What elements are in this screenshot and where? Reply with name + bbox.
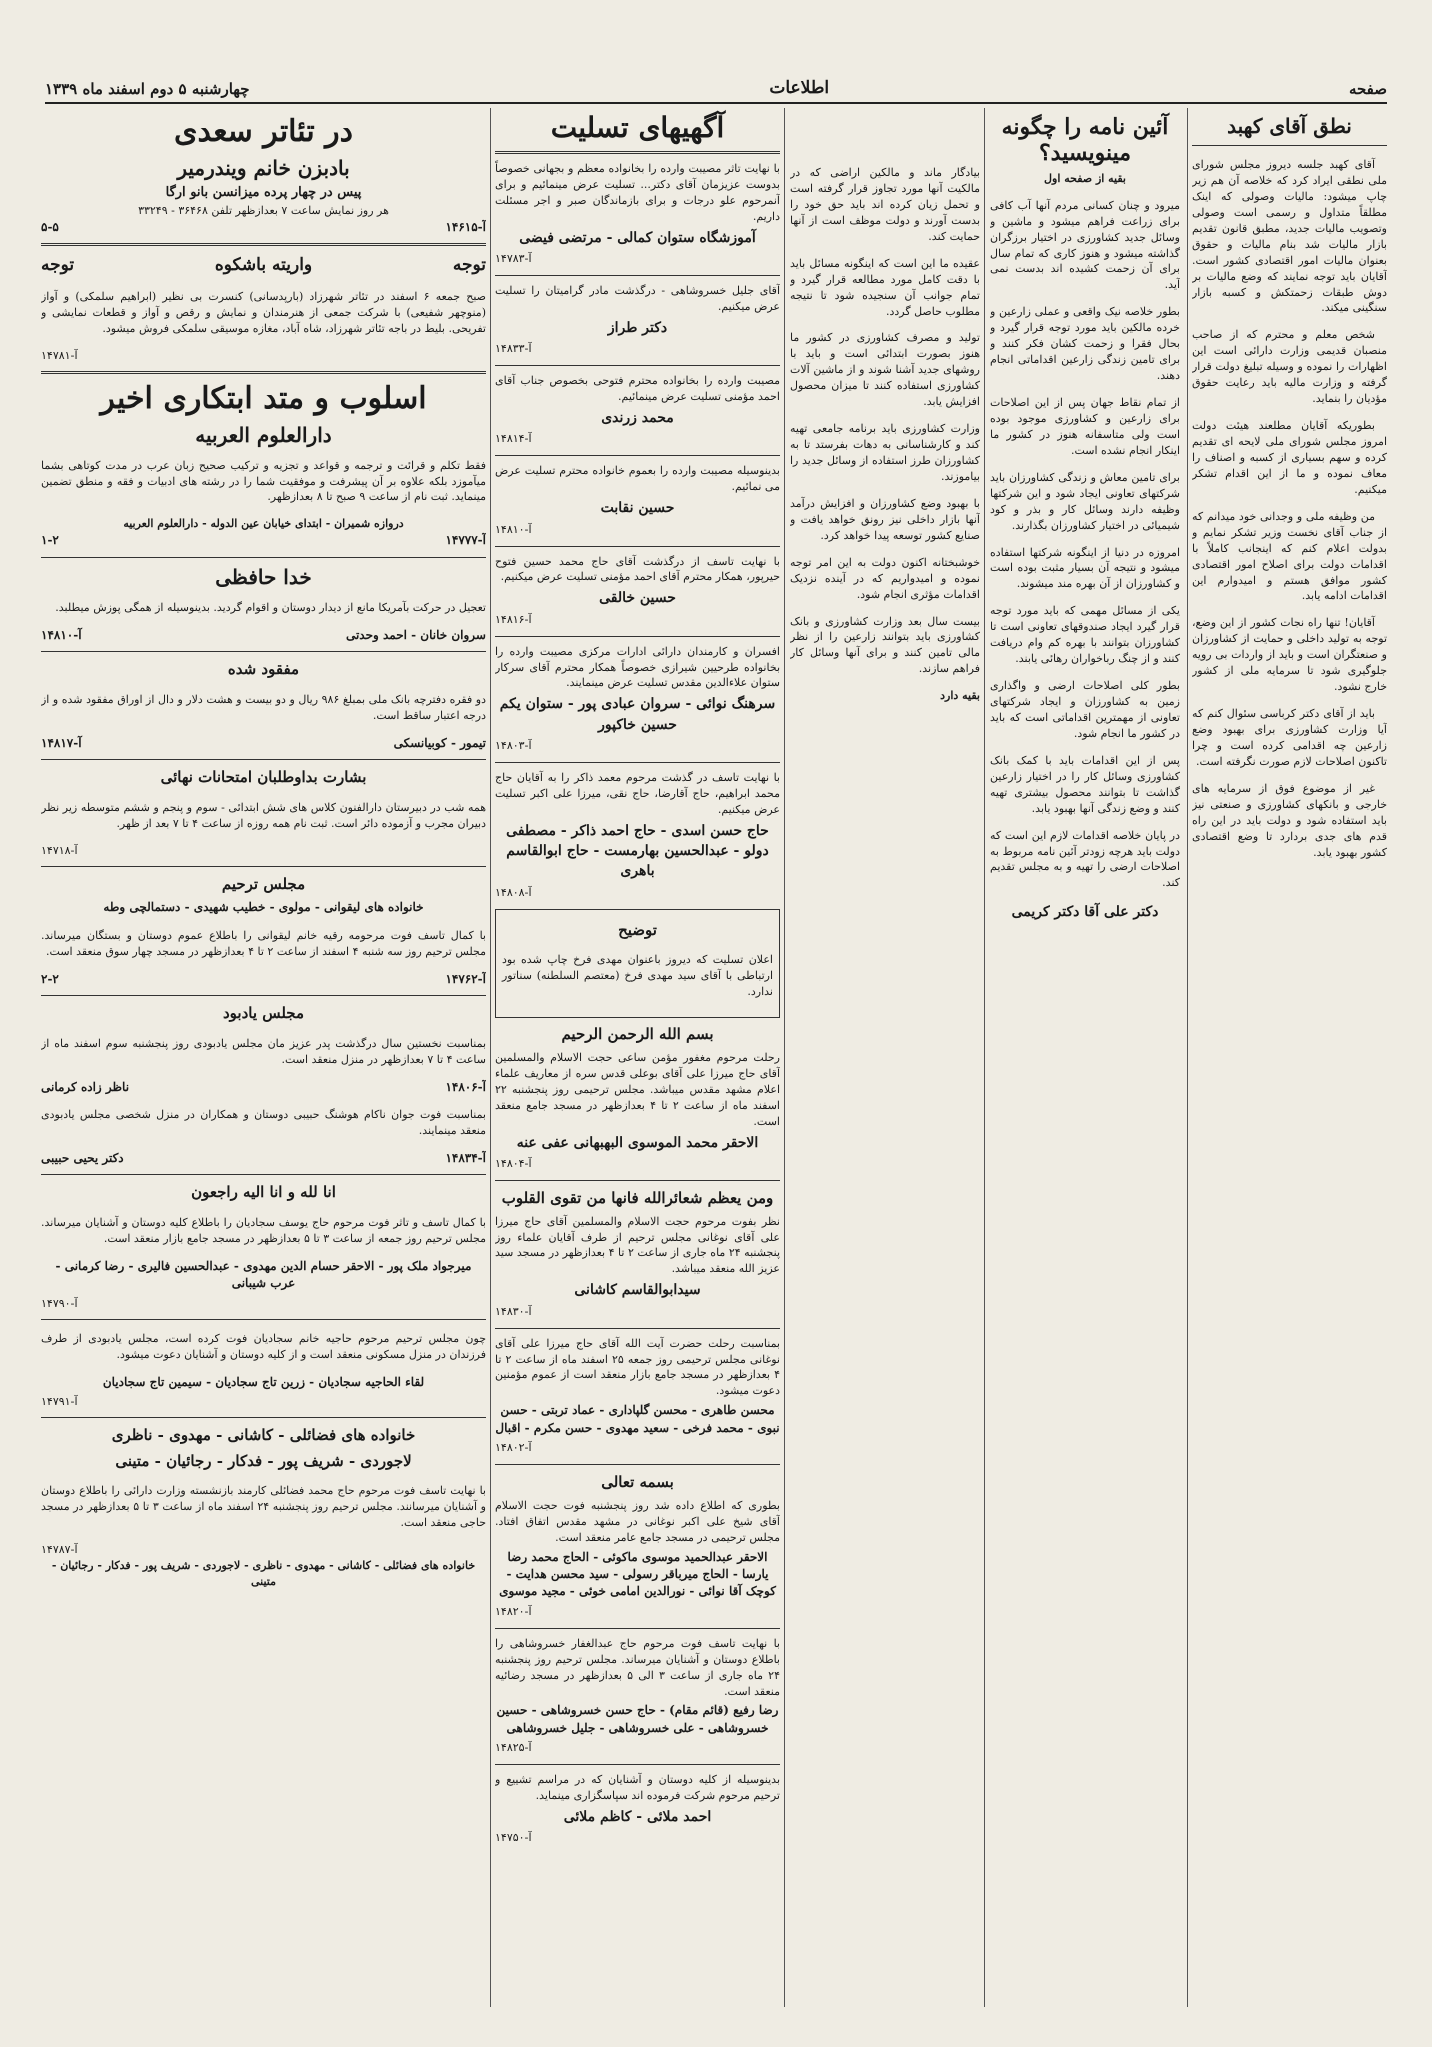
- variete-label: توجه: [41, 255, 75, 276]
- theater-footer: [41, 219, 486, 236]
- memorial-signature: رضا رفیع (قائم مقام) - حاج حسن خسروشاهی - حسین خسروشاهی - علی خسروشاهی - جلیل خسروشاهی: [496, 1703, 779, 1735]
- memorial-ad: [495, 1636, 780, 1756]
- condolence-ad: [495, 283, 780, 357]
- article-paragraph: از تمام نقاط جهان پس از این اصلاحات برای زارعین و کشاورزی موجود بوده است ولی متاسفانه هنوز در کشور ما اینکار انجام نشده است.: [990, 396, 1180, 457]
- ad-text: با نهایت تاثر مصیبت وارده را بخانواده معظم و بجهانی خصوصاً بدوست عزیزمان آقای دکتر... تسلیت عرض مینمائیم و برای آنمرحوم علو درجات و برای بازماندگان صبر و اجر مسئلت داریم.: [495, 162, 780, 223]
- condolence-ad: [495, 463, 780, 537]
- memorial-ref: آ-۱۴۸۳۰: [495, 1304, 532, 1318]
- article-paragraph: آقای کهبد جلسه دیروز مجلس شورای ملی نطقی ایراد کرد که خلاصه آن هم زیر چاپ میشود: مالیات وصولی که اینک مطلقاً متداول و رسمی است وصولی وتصویب مالیات جدید، مطبق قانون تقدیم بازار مالیات شد بنام مالیات و حقوق بعنوان مالیات امور اقتصادی کشور است. آقایان باید توجه نمایند که وضع مالیات بر دوش طبقات زحمتکش و کسبه بازار سنگینی میکند.: [1192, 158, 1387, 315]
- memorial-signature: سیدابوالقاسم کاشانی: [574, 1282, 701, 1299]
- memorial-heading: بسم الله الرحمن الرحیم: [561, 1025, 714, 1044]
- dar-footer: [41, 532, 486, 549]
- continued-label: بقیه از صفحه اول: [1044, 171, 1126, 185]
- goodbye-ref: آ-۱۴۸۱۰: [41, 627, 82, 642]
- column-ads: [41, 108, 486, 2007]
- ad-ref: آ-۱۴۸۱۶: [495, 612, 532, 626]
- inna-title: انا لله و انا الیه راجعون: [191, 1183, 336, 1202]
- family-subtitle: لاجوردی - شریف پور - فدکار - رجائیان - متینی: [115, 1451, 412, 1470]
- theater-subtitle: بادبزن خانم ویندرمیر: [177, 156, 350, 180]
- tarhim-text: با کمال تاسف فوت مرحومه رقیه خانم لیقوانی را باطلاع عموم دوستان و بستگان میرساند. مجلس ترحیم روز سه شنبه ۴ اسفند از ساعت ۲ تا ۴ بعدازظهر در مسجد چهار سوق منعقد است.: [41, 928, 486, 958]
- ad-ref: آ-۱۴۸۰۸: [495, 885, 532, 899]
- article-title: نطق آقای کهبد: [1227, 114, 1352, 138]
- article-paragraph: بیست سال بعد وزارت کشاورزی و بانک کشاورزی باید بتوانند زارعین را از نظر مالی تامین کنند و برای آنها وسائل کار فراهم سازند.: [790, 614, 980, 676]
- section-title: آگهیهای تسلیت: [550, 111, 725, 144]
- article-title: آئین نامه را چگونه مینویسید؟: [1001, 114, 1169, 167]
- memorial-text: رحلت مرحوم مغفور مؤمن ساعی حجت الاسلام والمسلمین آقای حاج میرزا علی آقای بوعلی قدس سره از معاریف علماء اعلام مشهد مقدس میباشد. مجلس ترحیمی روز پنجشنبه ۲۲ اسفند ماه از ساعت ۲ تا ۴ بعدازظهر در مسجد جامع منعقد است.: [495, 1050, 780, 1128]
- article-paragraph: در پایان خلاصه اقدامات لازم این است که دولت باید هرچه زودتر آئین نامه مربوط به اصلاحات ارضی را تهیه و به مجلس تقدیم کند.: [990, 828, 1180, 890]
- memorial-ref: آ-۱۴۸۰۴: [495, 1156, 532, 1170]
- article-paragraph: میرود و چنان کسانی مردم آنها آب کافی برای زراعت فراهم میشود و ماشین و وسائل جدید کشاورزی در اختیار برزگران گذاشته میشود و هنوز کاری که تمام سال برای آن زحمت کشیده اند بدست نمی آید.: [990, 198, 1180, 292]
- paper-name: اطلاعات: [769, 78, 830, 98]
- inna-signature: میرجواد ملک پور - الاحقر حسام الدین مهدوی - عبدالحسین فالیری - رضا کرمانی - عرب شیبانی: [55, 1258, 472, 1291]
- variete-title: واریته باشکوه: [214, 255, 313, 276]
- family-footer: خانواده های فضائلی - کاشانی - مهدوی - ناظری - لاجوردی - شریف پور - فدکار - رجائیان - متینی: [51, 1559, 476, 1589]
- inna-signature: لقاء الحاجیه سجادیان - زرین تاج سجادیان - سیمین تاج سجادیان: [102, 1374, 425, 1389]
- dar-text: فقط تکلم و قرائت و ترجمه و قواعد و تجزیه و ترکیب صحیح زبان عرب در مدت کوتاهی بشما میآموزد بلکه علاوه بر آن پیشرفت و موفقیت شما را در رشته های ادبیات و فقه و منطق تضمین مینماید. ثبت نام از ساعت ۹ صبح تا ۸ بعدازظهر.: [41, 458, 486, 504]
- news-ref: آ-۱۴۷۱۸: [41, 843, 78, 857]
- variete-text: صبح جمعه ۶ اسفند در تئاتر شهرزاد (بارپدسانی) کنسرت بی نظیر (ابراهیم سلمکی) و آواز (منوچهر شفیعی) با شرکت جمعی از هنرمندان و نمایش و رقص و آواز و قطعات نمایشی و تفریحی. بلیط در باجه تئاتر شهرزاد، شاه آباد، مغازه موسیقی سلمکی فروش میشود.: [41, 289, 486, 335]
- yadbud-footer: [41, 1079, 486, 1096]
- memorial-ad: [495, 1772, 780, 1846]
- theater-ref: آ-۱۴۶۱۵: [445, 219, 486, 234]
- dar-ref: آ-۱۴۷۷۷: [445, 533, 486, 548]
- memorial-signature: احمد ملائی - کاظم ملائی: [563, 1809, 712, 1826]
- article-paragraph: آقایان! تنها راه نجات کشور از این وضع، توجه به تولید داخلی و حمایت از کشاورزان و صنعتگران است و باید از واردات بی رویه جلوگیری شود تا سرمایه ملی از کشور خارج نشود.: [1192, 616, 1387, 694]
- memorial-text: نظر بفوت مرحوم حجت الاسلام والمسلمین آقای حاج میرزا علی آقای نوغانی مجلس ترحیم از طرف آقایان علماء روز پنجشنبه ۲۴ ماه جاری از ساعت ۲ تا ۴ بعدازظهر در مسجد سید عزیز الله منعقد میباشد.: [495, 1214, 780, 1276]
- correction-text: اعلان تسلیت که دیروز باعنوان مهدی فرخ چاپ شده بود ارتباطی با آقای سید مهدی فرخ (معتصم السلطنه) سناتور ندارد.: [502, 953, 773, 999]
- memorial-signature: الاحقر محمد الموسوی البهبهانی عفی عنه: [516, 1134, 759, 1151]
- article-paragraph: بطور کلی اصلاحات ارضی و واگذاری زمین به کشاورزان و ایجاد شرکتهای تعاونی از مهمترین اقداماتی است که باید در کشور ما انجام شود.: [990, 679, 1180, 740]
- inna-ref: آ-۱۴۷۹۱: [41, 1394, 78, 1408]
- article-paragraph: وزارت کشاورزی باید برنامه جامعی تهیه کند و کارشناسانی به دهات بفرستد تا به کشاورزان طرز استفاده از وسائل جدید را بیاموزند.: [790, 422, 980, 483]
- memorial-text: با نهایت تاسف فوت مرحوم حاج عبدالغفار خسروشاهی را باطلاع دوستان و آشنایان میرساند. مجلس ترحیم روز پنجشنبه ۲۴ ماه جاری از ساعت ۳ الی ۵ بعدازظهر در مسجد رضائیه منعقد است.: [495, 1636, 780, 1698]
- article-paragraph: امروزه در دنیا از اینگونه شرکتها استفاده میشود و نتیجه آن بسیار مثبت بوده است و کشاورزان از آن بهره مند میشوند.: [990, 545, 1180, 591]
- article-signature: دکتر علی آقا دکتر کریمی: [1011, 904, 1159, 921]
- ad-ref: آ-۱۴۸۳۳: [495, 342, 532, 356]
- ad-text: بدینوسیله مصیبت وارده را بعموم خانواده محترم تسلیت عرض می نمائیم.: [495, 464, 780, 494]
- column-condolences: [495, 108, 780, 2007]
- memorial-heading: بسمه تعالی: [601, 1473, 674, 1492]
- ad-text: افسران و کارمندان دارائی ادارات مرکزی مصیبت وارده را بخانواده طرحیین شیرازی خصوصاً همکار محترم آقای سرکار ستوان علاءالدین مقدس تسلیت عرض مینمایند.: [495, 644, 780, 690]
- memorial-ad: [495, 1024, 780, 1172]
- news-text: همه شب در دبیرستان دارالفنون کلاس های شش ابتدائی - سوم و پنجم و ششم متوسطه زیر نظر دبیران مجرب و آزموده دائر است. ثبت نام همه روزه از ساعت ۴ تا ۷ بعد از ظهر.: [41, 800, 486, 830]
- lost-title: مفقود شده: [227, 660, 300, 679]
- dar-note: ۱-۲: [41, 533, 59, 548]
- correction-title: توضیح: [618, 920, 657, 939]
- ad-text: با نهایت تاسف از درگذشت آقای حاج محمد حسین فتوح حیرپور، همکار محترم آقای احمد مؤمنی تسلیت عرض میکنیم.: [495, 554, 780, 584]
- ad-signature: حسین خالقی: [599, 590, 676, 607]
- family-text: با نهایت تاسف فوت مرحوم حاج محمد فضائلی کارمند بازنشسته وزارت دارائی را باطلاع دوستان و آشنایان میرسانند. مجلس ترحیم روز پنجشنبه ۲۴ اسفند ماه از ساعت ۳ تا ۵ بعدازظهر در مسجد حاجی منعقد است.: [41, 1484, 486, 1530]
- article-paragraph: بطوریکه آقایان مطلعند هیئت دولت امروز مجلس شورای ملی لایحه ای تقدیم کرده و سهم بسیاری از کسبه و اصناف را معاف نموده و ما از این اقدام تشکر میکنیم.: [1192, 419, 1387, 496]
- memorial-text: بطوری که اطلاع داده شد روز پنجشنبه فوت حجت الاسلام آقای شیخ علی اکبر نوغانی در مشهد مقدس اتفاق افتاد. مجلس ترحیمی در مسجد جامع عامر منعقد است.: [495, 1498, 780, 1544]
- ad-text: آقای جلیل خسروشاهی - درگذشت مادر گرامیتان را تسلیت عرض میکنیم.: [495, 284, 780, 314]
- theater-line: پیس در چهار پرده میزانسن بانو ارگا: [165, 185, 362, 200]
- tarhim-note: ۲-۲: [41, 971, 59, 986]
- method-title: اسلوب و متد ابتکاری اخیر: [100, 380, 427, 416]
- column-rule: [984, 108, 985, 2007]
- lost-signature: تیمور - کوبیانسکی: [393, 735, 486, 750]
- yadbud-footer: [41, 1150, 486, 1167]
- memorial-text: بدینوسیله از کلیه دوستان و آشنایان که در مراسم تشییع و ترحیم مرحوم شرکت فرموده اند سپاسگزاری مینماید.: [495, 1773, 780, 1803]
- article-paragraph: با بهبود وضع کشاورزان و افزایش درآمد آنها بازار داخلی نیز رونق خواهد یافت و صنایع کشور توسعه پیدا خواهد کرد.: [790, 496, 980, 542]
- memorial-text: بمناسبت رحلت حضرت آیت الله آقای حاج میرزا علی آقای نوغانی مجلس ترحیمی روز جمعه ۲۵ اسفند ماه از ساعت ۲ تا ۴ بعدازظهر در مسجد جامع بازار منعقد است از عموم مؤمنین دعوت میشود.: [495, 1336, 780, 1398]
- theater-title: در تئاتر سعدی: [173, 114, 354, 149]
- ad-signature: حاج حسن اسدی - حاج احمد ذاکر - مصطفی دولو - عبدالحسین بهارمست - حاج ابوالقاسم باهری: [506, 822, 769, 880]
- ad-ref: آ-۱۴۸۰۳: [495, 739, 532, 753]
- yadbud-text: بمناسبت نخستین سال درگذشت پدر عزیز مان مجلس یادبودی روز پنجشنبه سوم اسفند ماه از ساعت ۴ تا ۷ بعدازظهر در منزل منعقد است.: [41, 1036, 486, 1066]
- memorial-ad: [495, 1188, 780, 1320]
- condolence-ad: [495, 644, 780, 754]
- ad-ref: آ-۱۴۸۱۰: [495, 522, 532, 536]
- yadbud-title: مجلس یادبود: [222, 1004, 305, 1023]
- column-article: [990, 108, 1180, 2007]
- article-paragraph: عقیده ما این است که اینگونه مسائل باید با دقت کامل مورد مطالعه قرار گیرد و تمام جوانب آن سنجیده شود تا نتیجه مطلوب حاصل گردد.: [790, 256, 980, 318]
- theater-info: هر روز نمایش ساعت ۷ بعدازظهر تلفن ۳۶۴۶۸ - ۳۳۲۴۹: [138, 203, 389, 217]
- ad-ref: آ-۱۴۷۸۳: [495, 252, 532, 266]
- ad-ref: آ-۱۴۸۱۴: [495, 432, 532, 446]
- ad-signature: دکتر طراز: [607, 320, 668, 337]
- lost-text: دو فقره دفترچه بانک ملی بمبلغ ۹۸۶ ریال و دو بیست و هشت دلار و دال از اوراق مفقود شده و از درجه اعتبار ساقط است.: [41, 692, 486, 722]
- variete-ref: آ-۱۴۷۸۱: [41, 348, 78, 362]
- ad-signature: آموزشگاه ستوان کمالی - مرتضی فیضی: [519, 229, 756, 246]
- article-paragraph: یکی از مسائل مهمی که باید مورد توجه قرار گیرد ایجاد صندوقهای تعاونی است تا کشاورزان بتوانند با بهره کم وام دریافت کنند و از چنگ رباخواران رهائی یابند.: [990, 604, 1180, 666]
- page-label: صفحه: [1348, 80, 1387, 98]
- lost-ref: آ-۱۴۸۱۷: [41, 735, 82, 750]
- goodbye-signature: سروان خانان - احمد وحدتی: [345, 627, 486, 642]
- memorial-ad: [495, 1336, 780, 1456]
- memorial-heading: ومن یعظم شعائرالله فانها من تقوی القلوب: [501, 1188, 774, 1207]
- condolence-ad: [495, 770, 780, 901]
- family-ref: آ-۱۴۷۸۷: [41, 1543, 78, 1557]
- article-paragraph: پس از این اقدامات باید با کمک بانک کشاورزی وسائل کار را در اختیار زارعین گذاشت تا بتوانند محصول بیشتری تهیه کنند و وضع زندگی آنها بهبود یابد.: [990, 753, 1180, 815]
- yadbud-signature: ناظر زاده کرمانی: [41, 1079, 130, 1094]
- column-rule: [784, 108, 785, 2007]
- dar-address: دروازه شمیران - ابتدای خیابان عین الدوله - دارالعلوم العربیه: [123, 517, 404, 531]
- yadbud-ref: آ-۱۴۸۰۶: [445, 1079, 486, 1094]
- article-paragraph: تولید و مصرف کشاورزی در کشور ما هنوز بصورت ابتدائی است و باید با روشهای جدید آشنا شوند و از ماشین آلات کشاورزی استفاده کنند تا میزان محصول افزایش یابد.: [790, 331, 980, 409]
- inna-text: با کمال تاسف و تاثر فوت مرحوم حاج یوسف سجادیان را باطلاع کلیه دوستان و آشنایان میرساند. مجلس ترحیم روز جمعه از ساعت ۳ تا ۵ بعدازظهر در مسجد جامع بازار منعقد است.: [41, 1216, 486, 1245]
- ad-signature: حسین نقابت: [600, 500, 675, 517]
- masthead: [45, 62, 1387, 104]
- memorial-signature: محسن طاهری - محسن گلپاداری - عماد تربتی - حسن نبوی - محمد فرخی - سعید مهدوی - حسن مکرم - اقبال: [495, 1403, 780, 1435]
- dar-title: دارالعلوم العربیه: [195, 422, 332, 447]
- ad-text: با نهایت تاسف در گذشت مرحوم معمد ذاکر را به آقایان حاج محمد ابراهیم، حاج آقارضا، حاج نقی، میرزا علی اکبر تسلیت عرض میکنیم.: [495, 770, 780, 816]
- tarhim-ref: آ-۱۴۷۶۲: [445, 971, 486, 986]
- lost-footer: [41, 735, 486, 752]
- condolence-ad: [495, 161, 780, 267]
- article-paragraph: بطور خلاصه نیک واقعی و عملی زارعین و خرده مالکین باید مورد توجه قرار گیرد و بحال فقرا و زحمت کشان فکر کنند و برای تامین زندگی زارعین اقداماتی انجام دهند.: [990, 305, 1180, 383]
- article-paragraph: بقیه دارد: [940, 689, 980, 703]
- condolence-ad: [495, 373, 780, 447]
- memorial-ref: آ-۱۴۸۲۰: [495, 1604, 532, 1618]
- article-paragraph: غیر از موضوع فوق از سرمایه های خارجی و بانکهای کشاورزی و صنعتی نیز باید استفاده شود و دولت باید در این راه قدم های جدی بردارد تا وضع اقتصادی کشور بهبود یابد.: [1192, 781, 1387, 859]
- memorial-ref: آ-۱۴۸۰۲: [495, 1441, 532, 1455]
- yadbud-ref: آ-۱۴۸۳۴: [445, 1150, 486, 1165]
- article-paragraph: باید از آقای دکتر کرباسی سئوال کنم که آیا وزارت کشاورزی برای بهبود وضع زارعین چه اقدامی کرده است و چرا تاکنون اصلاحات لازم صورت نگرفته است.: [1192, 707, 1387, 768]
- yadbud-text: بمناسبت فوت جوان ناکام هوشنگ حبیبی دوستان و همکاران در منزل شخصی مجلس یادبودی منعقد مینمایند.: [41, 1108, 486, 1137]
- article-paragraph: برای تامین معاش و زندگی کشاورزان باید شرکتهای تعاونی ایجاد شود و این شرکتها وظیفه دارند وسائل کار و بذر و کود شیمیائی در اختیار کشاورزان بگذارند.: [990, 470, 1180, 532]
- ad-signature: سرهنگ نوائی - سروان عبادی پور - ستوان یکم حسین خاکپور: [499, 696, 776, 733]
- yadbud-signature: دکتر یحیی حبیبی: [41, 1150, 124, 1165]
- tarhim-title: مجلس ترحیم: [221, 874, 306, 893]
- condolence-ad: [495, 554, 780, 628]
- ad-signature: محمد زرندی: [601, 410, 674, 427]
- inna-ref: آ-۱۴۷۹۰: [41, 1296, 78, 1310]
- article-paragraph: خوشبختانه اکنون دولت به این امر توجه نموده و امیدواریم که در آینده نزدیک اقدامات مؤثری انجام شود.: [790, 555, 980, 601]
- correction-box: [495, 909, 780, 1019]
- theater-note: ۵-۵: [41, 219, 59, 234]
- column-rule: [490, 108, 491, 2007]
- ad-text: مصیبت وارده را بخانواده محترم فتوحی بخصوص جناب آقای احمد مؤمنی تسلیت عرض مینمائیم.: [495, 374, 780, 404]
- column-article-cont: [790, 108, 980, 2007]
- issue-date: چهارشنبه ۵ دوم اسفند ماه ۱۳۳۹: [45, 80, 250, 98]
- memorial-ref: آ-۱۴۸۲۵: [495, 1741, 532, 1755]
- tarhim-footer: [41, 971, 486, 988]
- memorial-ref: آ-۱۴۷۵۰: [495, 1831, 532, 1845]
- article-paragraph: شخص معلم و محترم که از صاحب منصبان قدیمی وزارت دارائی است این اظهارات را نموده و وسیله تبلیغ دولت قرار گرفته و وزارت مالیه باید رعایت حقوق مؤدیان را بنماید.: [1192, 328, 1387, 406]
- goodbye-footer: [41, 627, 486, 644]
- inna-text: چون مجلس ترحیم مرحوم حاجیه خانم سجادیان فوت کرده است، مجلس یادبودی از طرف فرزندان در منزل مسکونی منعقد است و از کلیه دوستان و آشنایان دعوت میشود.: [41, 1331, 486, 1361]
- memorial-ad: [495, 1472, 780, 1620]
- variete-label: توجه: [452, 255, 486, 276]
- article-paragraph: من وظیفه ملی و وجدانی خود میدانم که از جناب آقای نخست وزیر تشکر نمایم و بدولت اعلام کنم که اینجانب کاملاً با اقدامات دولت برای اصلاح امور اقتصادی کشور موافق هستم و امیدوارم این اقدامات ادامه یابد.: [1192, 509, 1387, 603]
- column-speech: [1192, 108, 1387, 2007]
- article-paragraph: بیادگار ماند و مالکین اراضی که در مالکیت آنها مورد تجاوز قرار گرفته است و تحمل زیان کرده اند باید حق خود را بدست آورند و دولت موظف است از آنها حمایت کند.: [790, 166, 980, 243]
- family-title: خانواده های فضائلی - کاشانی - مهدوی - ناظری: [111, 1425, 416, 1444]
- news-title: بشارت بداوطلبان امتحانات نهائی: [160, 768, 367, 787]
- variete-heading: [41, 253, 486, 278]
- goodbye-text: تعجیل در حرکت بآمریکا مانع از دیدار دوستان و اقوام گردید. بدینوسیله از همگی پوزش میطلبد.: [55, 600, 486, 614]
- tarhim-subtitle: خانواده های لیقوانی - مولوی - خطیب شهیدی - دستمالچی وطه: [103, 900, 424, 915]
- column-rule: [1187, 108, 1188, 2007]
- memorial-signature: الاحقر عبدالحمید موسوی ماکوئی - الحاج محمد رضا یارسا - الحاج میرباقر رسولی - سید محسن هدایت - کوچک آقا نوائی - نورالدین امامی خوئی - مجید موسوی: [499, 1549, 776, 1599]
- goodbye-title: خدا حافظی: [215, 564, 312, 589]
